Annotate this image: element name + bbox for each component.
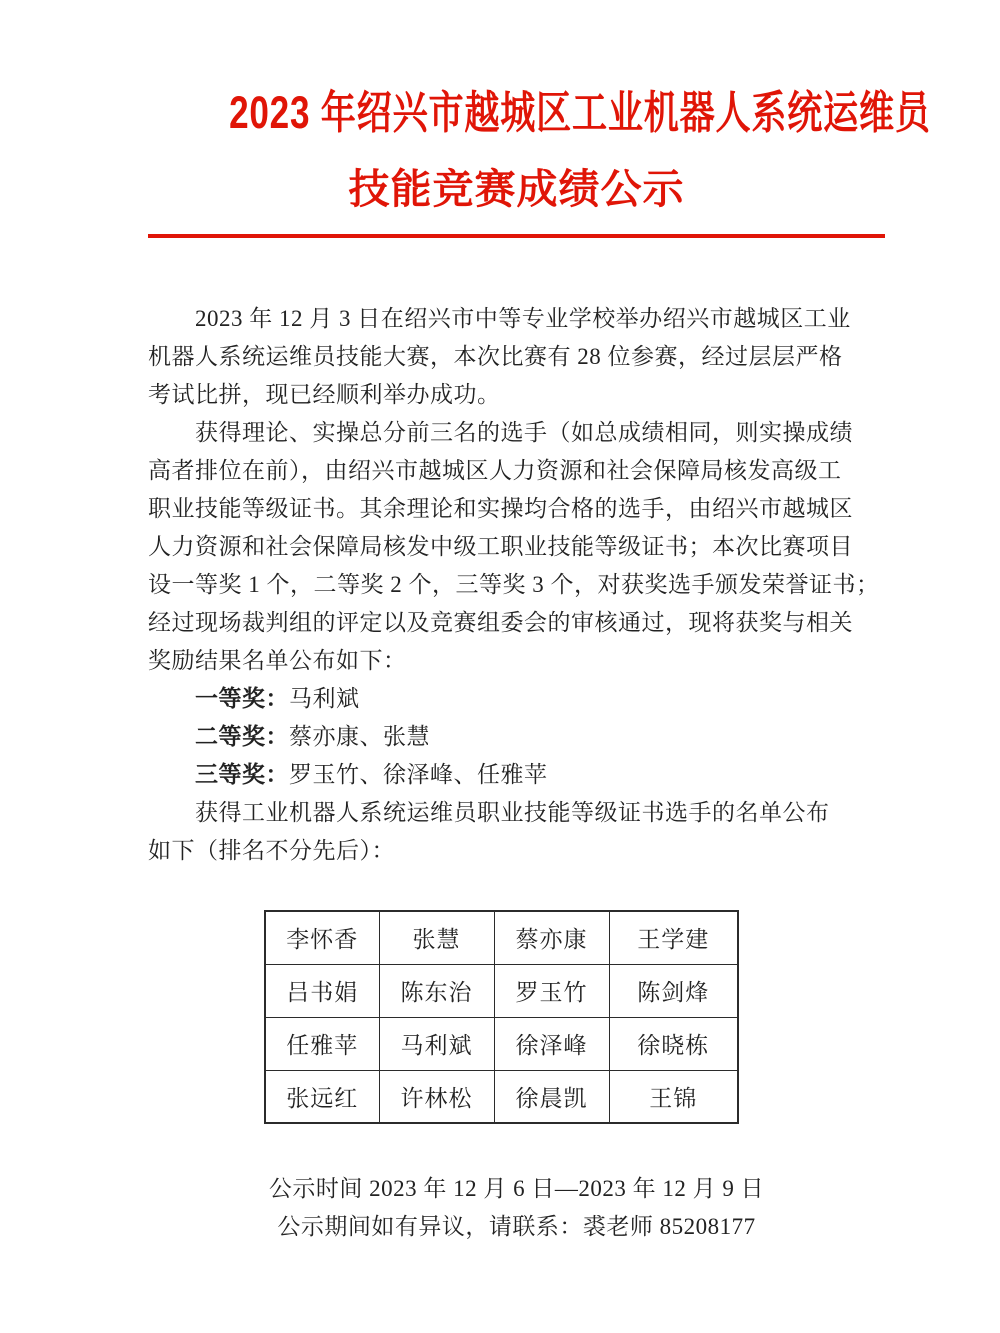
table-cell: 任雅苹 [265,1017,379,1070]
document-body [148,300,885,870]
award-third-prize [148,756,885,794]
body-line: 经过现场裁判组的评定以及竞赛组委会的审核通过，现将获奖与相关 [148,610,853,635]
table-cell: 王锦 [609,1070,738,1123]
paragraph-rules [148,414,885,680]
table-cell: 罗玉竹 [494,964,609,1017]
document-title [148,87,931,212]
table-cell: 马利斌 [379,1017,494,1070]
table-row [265,964,738,1017]
award-list [148,680,885,794]
body-line: 如下（排名不分先后）： [148,838,395,863]
table-row [265,911,738,964]
title-line-1: 2023 年绍兴市越城区工业机器人系统运维员 [229,87,931,138]
table-cell: 张远红 [265,1070,379,1123]
body-line: 人力资源和社会保障局核发中级工职业技能等级证书；本次比赛项目 [148,534,853,559]
award-names: 马利斌 [289,686,360,711]
body-line: 机器人系统运维员技能大赛，本次比赛有 28 位参赛，经过层层严格 [148,344,843,369]
table-cell: 徐晓栋 [609,1017,738,1070]
table-cell: 李怀香 [265,911,379,964]
paragraph-intro [148,300,885,414]
body-line: 2023 年 12 月 3 日在绍兴市中等专业学校举办绍兴市越城区工业 [195,306,851,331]
publicity-period: 公示时间 2023 年 12 月 6 日—2023 年 12 月 9 日 [268,1176,765,1201]
body-line: 职业技能等级证书。其余理论和实操均合格的选手，由绍兴市越城区 [148,496,853,521]
body-line: 高者排位在前），由绍兴市越城区人力资源和社会保障局核发高级工 [148,458,842,483]
table-row [265,1070,738,1123]
announcement-document [148,0,931,1333]
table-cell: 许林松 [379,1070,494,1123]
award-label: 二等奖： [195,724,289,749]
table-cell: 张慧 [379,911,494,964]
table-cell: 陈东治 [379,964,494,1017]
publicity-footer [148,1170,885,1246]
table-cell: 吕书娟 [265,964,379,1017]
body-line: 获得工业机器人系统运维员职业技能等级证书选手的名单公布 [195,800,830,825]
paragraph-certificate-list-intro [148,794,885,870]
award-names: 罗玉竹、徐泽峰、任雅苹 [289,762,548,787]
body-line: 设一等奖 1 个，二等奖 2 个，三等奖 3 个，对获奖选手颁发荣誉证书； [148,572,880,597]
table-cell: 王学建 [609,911,738,964]
table-cell: 徐泽峰 [494,1017,609,1070]
table-cell: 徐晨凯 [494,1070,609,1123]
award-second-prize [148,718,885,756]
award-names: 蔡亦康、张慧 [289,724,430,749]
body-line: 获得理论、实操总分前三名的选手（如总成绩相同，则实操成绩 [195,420,853,445]
title-line-2: 技能竞赛成绩公示 [348,166,685,212]
body-line: 奖励结果名单公布如下： [148,648,407,673]
award-first-prize [148,680,885,718]
certificate-winners-table [264,910,739,1124]
award-label: 一等奖： [195,686,289,711]
table-cell: 蔡亦康 [494,911,609,964]
table-row [265,1017,738,1070]
contact-info: 公示期间如有异议，请联系：裘老师 85208177 [277,1214,756,1239]
title-divider-rule [148,234,885,238]
table-cell: 陈剑烽 [609,964,738,1017]
award-label: 三等奖： [195,762,289,787]
body-line: 考试比拼，现已经顺利举办成功。 [148,382,501,407]
